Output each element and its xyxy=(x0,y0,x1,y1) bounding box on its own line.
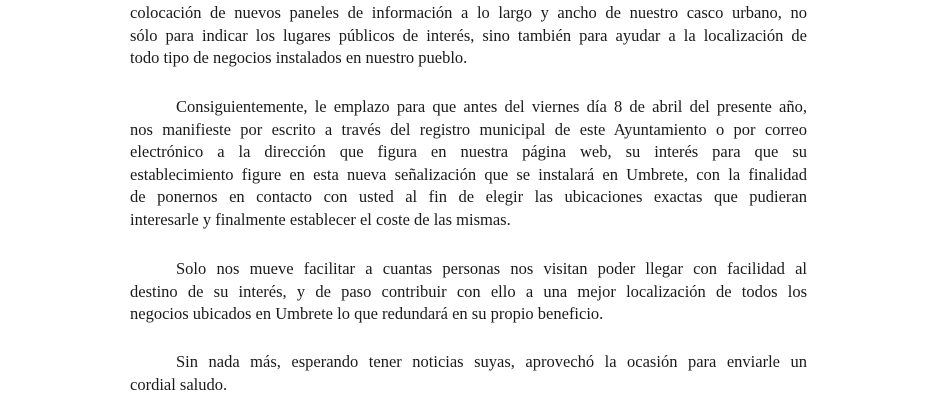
paragraph-motivation xyxy=(130,258,807,326)
paragraph-line: negocios ubicados en Umbrete lo que redundará en su propio beneficio. xyxy=(130,304,604,323)
paragraph-line: electrónico a la dirección que figura en nuestra página web, su interés para que su xyxy=(130,142,807,161)
paragraph-panels-intro xyxy=(130,2,807,70)
paragraph-line: Sin nada más, esperando tener noticias suyas, aprovechó la ocasión para enviarle un xyxy=(176,352,807,371)
paragraph-line: Consiguientemente, le emplazo para que antes del viernes día 8 de abril del presente año, xyxy=(176,97,807,116)
paragraph-line: Solo nos mueve facilitar a cuantas personas nos visitan poder llegar con facilidad al xyxy=(176,259,807,278)
paragraph-line: colocación de nuevos paneles de información a lo largo y ancho de nuestro casco urbano, no xyxy=(130,3,807,22)
paragraph-line: cordial saludo. xyxy=(130,374,228,394)
paragraph-line: de ponernos en contacto con usted al fin de elegir las ubicaciones exactas que pudieran xyxy=(130,187,807,206)
paragraph-line: destino de su interés, y de paso contribuir con ello a una mejor localización de todos los xyxy=(130,281,807,301)
paragraph-line: establecimiento figure en esta nueva señalización que se instalará en Umbrete, con la finalidad xyxy=(130,164,807,184)
paragraph-request xyxy=(130,96,807,231)
paragraph-line: todo tipo de negocios instalados en nuestro pueblo. xyxy=(130,48,468,67)
paragraph-line: interesarle y finalmente establecer el coste de las mismas. xyxy=(130,209,511,229)
paragraph-closing xyxy=(130,351,807,396)
paragraph-line: sólo para indicar los lugares públicos de interés, sino también para ayudar a la localización de xyxy=(130,25,807,45)
paragraph-line: nos manifieste por escrito a través del registro municipal de este Ayuntamiento o por correo xyxy=(130,119,807,139)
